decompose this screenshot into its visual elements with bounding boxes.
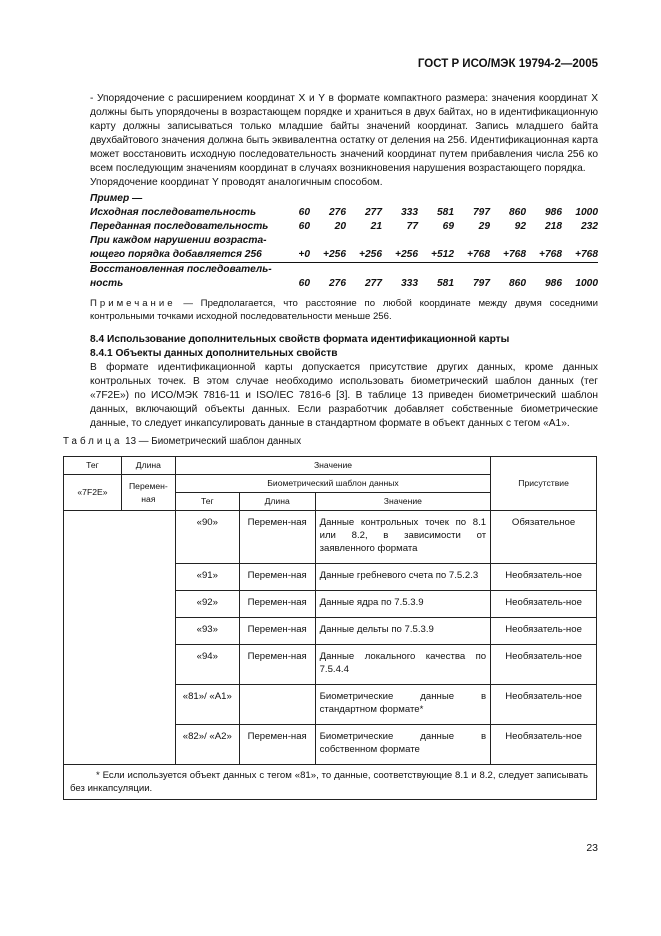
row-value: Данные контрольных точек по 8.1 или 8.2, в зависимости от заявленного формата <box>315 511 491 564</box>
example-row-label: Восстановленная последователь- <box>90 264 272 275</box>
example-value: 277 <box>365 278 382 289</box>
example-row-label: Исходная последовательность <box>90 207 256 218</box>
row-length <box>239 685 315 725</box>
example-value <box>490 234 526 248</box>
table-caption <box>63 436 301 447</box>
example-value <box>562 234 598 248</box>
example-value: 232 <box>581 221 598 232</box>
row-value: Данные ядра по 7.5.3.9 <box>315 591 491 618</box>
example-value <box>454 263 490 278</box>
page-number: 23 <box>586 842 598 854</box>
example-value: 986 <box>545 207 562 218</box>
example-value: +512 <box>418 248 454 263</box>
example-value <box>274 263 310 278</box>
example-value: 60 <box>298 278 310 289</box>
example-value: 1000 <box>575 207 598 218</box>
row-value: Биометрические данные в собственном формате <box>315 725 491 765</box>
example-value <box>418 234 454 248</box>
row-tag: «92» <box>175 591 239 618</box>
note-label: Примечание <box>90 298 176 309</box>
example-label: Пример — <box>90 193 143 204</box>
example-value: 333 <box>401 207 418 218</box>
header-presence: Присутствие <box>491 457 597 511</box>
note <box>90 297 598 323</box>
example-value: +256 <box>382 248 418 263</box>
row-presence: Необязатель-ное <box>491 618 597 645</box>
example-value: 69 <box>442 221 454 232</box>
example-row-label: ющего порядка добавляется 256 <box>90 248 274 263</box>
example-value: 333 <box>401 278 418 289</box>
row-tag: «82»/ «А2» <box>175 725 239 765</box>
row-presence: Необязатель-ное <box>491 591 597 618</box>
example-value: 92 <box>514 221 526 232</box>
example-value <box>310 234 346 248</box>
example-value: +256 <box>310 248 346 263</box>
example-value: 29 <box>478 221 490 232</box>
table-caption-text: 13 — Биометрический шаблон данных <box>122 436 302 447</box>
row-value: Данные дельты по 7.5.3.9 <box>315 618 491 645</box>
row-value: Биометрические данные в стандартном формате* <box>315 685 491 725</box>
example-value: 60 <box>298 207 310 218</box>
example-value <box>418 263 454 278</box>
example-value: 581 <box>437 278 454 289</box>
example-row <box>90 234 598 248</box>
header-tag: Тег <box>64 457 122 475</box>
biometric-template-table <box>63 456 597 800</box>
example-value <box>274 234 310 248</box>
section-heading-8-4: 8.4 Использование дополнительных свойств формата идентификационной карты <box>90 334 510 345</box>
row-presence: Необязатель-ное <box>491 685 597 725</box>
example-value <box>562 263 598 278</box>
example-value: 860 <box>509 278 526 289</box>
document-header: ГОСТ Р ИСО/МЭК 19794-2—2005 <box>417 58 598 70</box>
example-row-label: ность <box>90 278 124 289</box>
table-footnote-row <box>64 765 597 800</box>
row-presence: Обязательное <box>491 511 597 564</box>
row-length: Перемен-ная <box>239 564 315 591</box>
example-value: 860 <box>509 207 526 218</box>
section-heading-8-4-1: 8.4.1 Объекты данных дополнительных свойств <box>90 348 338 359</box>
example-value: 77 <box>406 221 418 232</box>
template-length: Перемен-ная <box>121 475 175 511</box>
example-value <box>490 263 526 278</box>
example-value: 20 <box>334 221 346 232</box>
paragraph-additional-data: В формате идентификационной карты допускается присутствие других данных, кроме данных контрольных точек. В этом случае необходимо использовать биометрический шаблон данных (тег «7F2E») по ИСО/МЭК 7816-11 и ISO/IEC 7816-6 [3]. В таблице 13 приведен биометрический шаблон данных, включающий объекты данных. Если разработчик добавляет собственные биометрические данные, то следует инкапсулировать данные в стандартном формате в объект данных с тегом «А1». <box>90 362 598 429</box>
example-value: +0 <box>274 248 310 263</box>
example-value: +256 <box>346 248 382 263</box>
example-value <box>346 263 382 278</box>
empty-cell <box>64 511 176 765</box>
example-value: 277 <box>365 207 382 218</box>
example-row <box>90 248 598 263</box>
example-value: 986 <box>545 278 562 289</box>
example-value <box>526 263 562 278</box>
example-value: 60 <box>298 221 310 232</box>
example-value: 797 <box>473 207 490 218</box>
row-value: Данные гребневого счета по 7.5.2.3 <box>315 564 491 591</box>
subheader-value: Значение <box>315 493 491 511</box>
paragraph-ordering: - Упорядочение с расширением координат X и Y в формате компактного размера: значения координат X должны быть упорядочены в возрастающем порядке и храниться в двух байтах, но в идентификационную карту должны записываться только младшие байты значений координат. Запись младшего байта двухбайтового значения должна быть эквивалентна остатку от деления на 256. Идентификационная карта может восстановить исходную последовательность значений координат путем прибавления числа 256 ко всем последующим значениям координат в случаях возникновения нарушения возрастающего порядка. <box>90 93 598 174</box>
example-value: 581 <box>437 207 454 218</box>
example-value: 1000 <box>575 278 598 289</box>
row-tag: «93» <box>175 618 239 645</box>
example-value <box>310 263 346 278</box>
example-row <box>90 220 598 234</box>
row-length: Перемен-ная <box>239 511 315 564</box>
row-presence: Необязатель-ное <box>491 645 597 685</box>
row-presence: Необязатель-ное <box>491 725 597 765</box>
paragraph-y-ordering: Упорядочение координат Y проводят аналогичным способом. <box>90 177 383 188</box>
template-tag: «7F2E» <box>64 475 122 511</box>
example-value: 21 <box>370 221 382 232</box>
example-value: +768 <box>490 248 526 263</box>
subheader-length: Длина <box>239 493 315 511</box>
row-tag: «91» <box>175 564 239 591</box>
row-tag: «81»/ «А1» <box>175 685 239 725</box>
row-presence: Необязатель-ное <box>491 564 597 591</box>
row-length: Перемен-ная <box>239 645 315 685</box>
row-length: Перемен-ная <box>239 591 315 618</box>
example-row <box>90 263 598 278</box>
example-row <box>90 206 598 220</box>
example-row-label: При каждом нарушении возраста- <box>90 235 267 246</box>
example-row <box>90 277 598 291</box>
example-value: 276 <box>329 207 346 218</box>
example-value <box>382 234 418 248</box>
example-value <box>346 234 382 248</box>
table-footnote: * Если используется объект данных с тегом «81», то данные, соответствующие 8.1 и 8.2, следует записывать без инкапсуляции. <box>64 765 597 800</box>
table-row <box>64 511 597 564</box>
example-value: +768 <box>526 248 562 263</box>
header-value: Значение <box>175 457 490 475</box>
example-value <box>382 263 418 278</box>
example-value: 797 <box>473 278 490 289</box>
note-text: — Предполагается, что расстояние по любой координате между двумя соседними контрольными точками исходной последовательности меньше 256. <box>90 298 598 322</box>
example-value <box>526 234 562 248</box>
table-caption-label: Таблица <box>63 436 123 447</box>
header-length: Длина <box>121 457 175 475</box>
example-row-label: Переданная последовательность <box>90 221 269 232</box>
example-value <box>454 234 490 248</box>
example-value: 276 <box>329 278 346 289</box>
example-value: 218 <box>545 221 562 232</box>
example-value: +768 <box>454 248 490 263</box>
subheader-tag: Тег <box>175 493 239 511</box>
row-length: Перемен-ная <box>239 725 315 765</box>
row-tag: «90» <box>175 511 239 564</box>
row-value: Данные локального качества по 7.5.4.4 <box>315 645 491 685</box>
row-length: Перемен-ная <box>239 618 315 645</box>
row-tag: «94» <box>175 645 239 685</box>
example-value: +768 <box>562 248 598 263</box>
example-table <box>90 206 598 291</box>
template-label: Биометрический шаблон данных <box>175 475 490 493</box>
body-text <box>90 92 598 431</box>
table-header-row <box>64 457 597 475</box>
